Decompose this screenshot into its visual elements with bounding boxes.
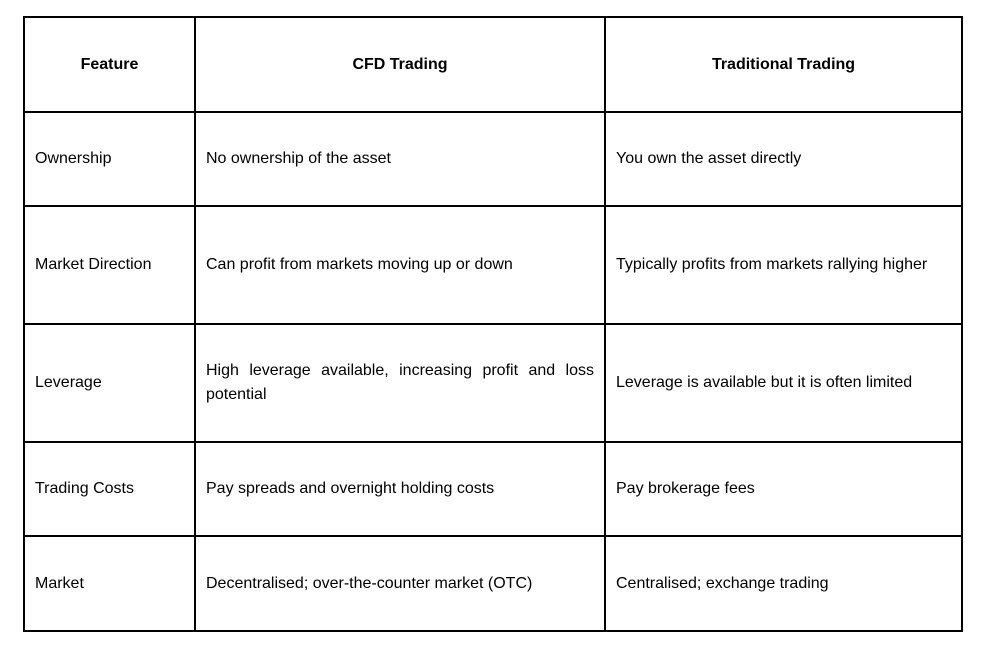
traditional-cell: Centralised; exchange trading — [605, 536, 962, 631]
feature-cell: Market — [24, 536, 195, 631]
comparison-table — [23, 16, 963, 632]
header-cfd-trading: CFD Trading — [195, 17, 605, 112]
table-row — [24, 324, 962, 442]
traditional-cell: You own the asset directly — [605, 112, 962, 206]
feature-cell: Leverage — [24, 324, 195, 442]
header-row — [24, 17, 962, 112]
table-header — [24, 17, 962, 112]
cfd-cell: High leverage available, increasing profit and loss potential — [195, 324, 605, 442]
traditional-cell: Leverage is available but it is often limited — [605, 324, 962, 442]
table-row — [24, 536, 962, 631]
cfd-cell: Can profit from markets moving up or down — [195, 206, 605, 324]
table-row — [24, 112, 962, 206]
cfd-cell: Decentralised; over-the-counter market (OTC) — [195, 536, 605, 631]
table-row — [24, 206, 962, 324]
traditional-cell: Typically profits from markets rallying higher — [605, 206, 962, 324]
cfd-cell: Pay spreads and overnight holding costs — [195, 442, 605, 536]
table-body — [24, 112, 962, 631]
header-feature: Feature — [24, 17, 195, 112]
table-row — [24, 442, 962, 536]
traditional-cell: Pay brokerage fees — [605, 442, 962, 536]
header-traditional-trading: Traditional Trading — [605, 17, 962, 112]
cfd-cell: No ownership of the asset — [195, 112, 605, 206]
feature-cell: Market Direction — [24, 206, 195, 324]
feature-cell: Trading Costs — [24, 442, 195, 536]
feature-cell: Ownership — [24, 112, 195, 206]
